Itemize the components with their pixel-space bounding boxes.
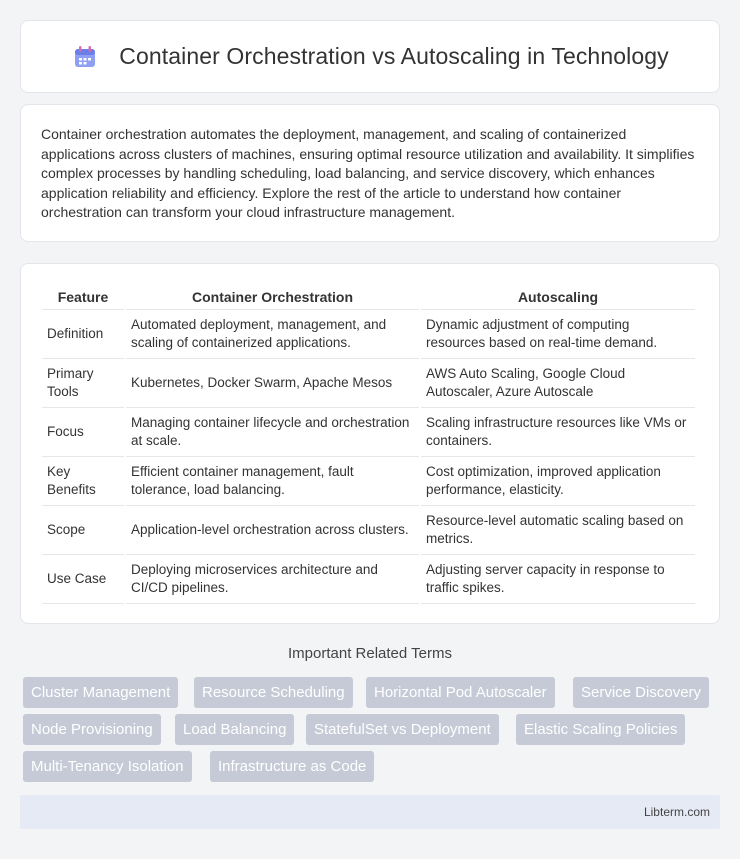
tag-statefulset-vs-deployment[interactable]: StatefulSet vs Deployment [306, 714, 499, 745]
intro-paragraph: Container orchestration automates the deployment, management, and scaling of containerized applications across clusters of machines, ensuring optimal resource utilization and availability. It simplifies complex processes by handling scheduling, load balancing, and service discovery, which enhances application reliability and efficiency. Explore the rest of the article to understand how container orchestration can transform your cloud infrastructure management. [41, 126, 695, 221]
tag-elastic-scaling-policies[interactable]: Elastic Scaling Policies [516, 714, 685, 745]
row-autoscaling: Adjusting server capacity in response to traffic spikes. [421, 555, 695, 604]
row-container-orchestration: Deploying microservices architecture and CI/CD pipelines. [126, 555, 419, 604]
footer [20, 795, 720, 829]
table-row [42, 310, 695, 359]
tag-cluster-management[interactable]: Cluster Management [23, 677, 178, 708]
row-autoscaling: Scaling infrastructure resources like VMs or containers. [421, 408, 695, 457]
row-autoscaling: Dynamic adjustment of computing resources based on real-time demand. [421, 310, 695, 359]
tag-service-discovery[interactable]: Service Discovery [573, 677, 709, 708]
tag-resource-scheduling[interactable]: Resource Scheduling [194, 677, 353, 708]
tag-infrastructure-as-code[interactable]: Infrastructure as Code [210, 751, 374, 782]
row-feature: Primary Tools [42, 359, 124, 408]
table-row [42, 506, 695, 555]
row-feature: Definition [42, 310, 124, 359]
row-autoscaling: AWS Auto Scaling, Google Cloud Autoscaler, Azure Autoscale [421, 359, 695, 408]
row-autoscaling: Resource-level automatic scaling based on metrics. [421, 506, 695, 555]
calendar-icon [71, 43, 99, 71]
header-feature: Feature [42, 284, 124, 310]
row-container-orchestration: Automated deployment, management, and scaling of containerized applications. [126, 310, 419, 359]
comparison-table [40, 284, 697, 604]
row-feature: Focus [42, 408, 124, 457]
tag-horizontal-pod-autoscaler[interactable]: Horizontal Pod Autoscaler [366, 677, 555, 708]
row-feature: Key Benefits [42, 457, 124, 506]
table-row [42, 359, 695, 408]
tag-multi-tenancy-isolation[interactable]: Multi-Tenancy Isolation [23, 751, 192, 782]
comparison-card [20, 263, 720, 624]
tag-node-provisioning[interactable]: Node Provisioning [23, 714, 161, 745]
row-container-orchestration: Managing container lifecycle and orchestration at scale. [126, 408, 419, 457]
row-container-orchestration: Application-level orchestration across clusters. [126, 506, 419, 555]
row-autoscaling: Cost optimization, improved application performance, elasticity. [421, 457, 695, 506]
page-title: Container Orchestration vs Autoscaling in Technology [119, 43, 669, 69]
tag-load-balancing[interactable]: Load Balancing [175, 714, 294, 745]
table-row [42, 555, 695, 604]
header-autoscaling: Autoscaling [421, 284, 695, 310]
table-row [42, 457, 695, 506]
table-header-row [42, 284, 695, 310]
row-container-orchestration: Kubernetes, Docker Swarm, Apache Mesos [126, 359, 419, 408]
title-card [20, 20, 720, 93]
related-terms-title: Important Related Terms [288, 645, 452, 662]
table-row [42, 408, 695, 457]
row-feature: Use Case [42, 555, 124, 604]
header-container-orchestration: Container Orchestration [126, 284, 419, 310]
row-feature: Scope [42, 506, 124, 555]
intro-card [20, 104, 720, 242]
footer-brand[interactable]: Libterm.com [643, 805, 710, 819]
row-container-orchestration: Efficient container management, fault tolerance, load balancing. [126, 457, 419, 506]
